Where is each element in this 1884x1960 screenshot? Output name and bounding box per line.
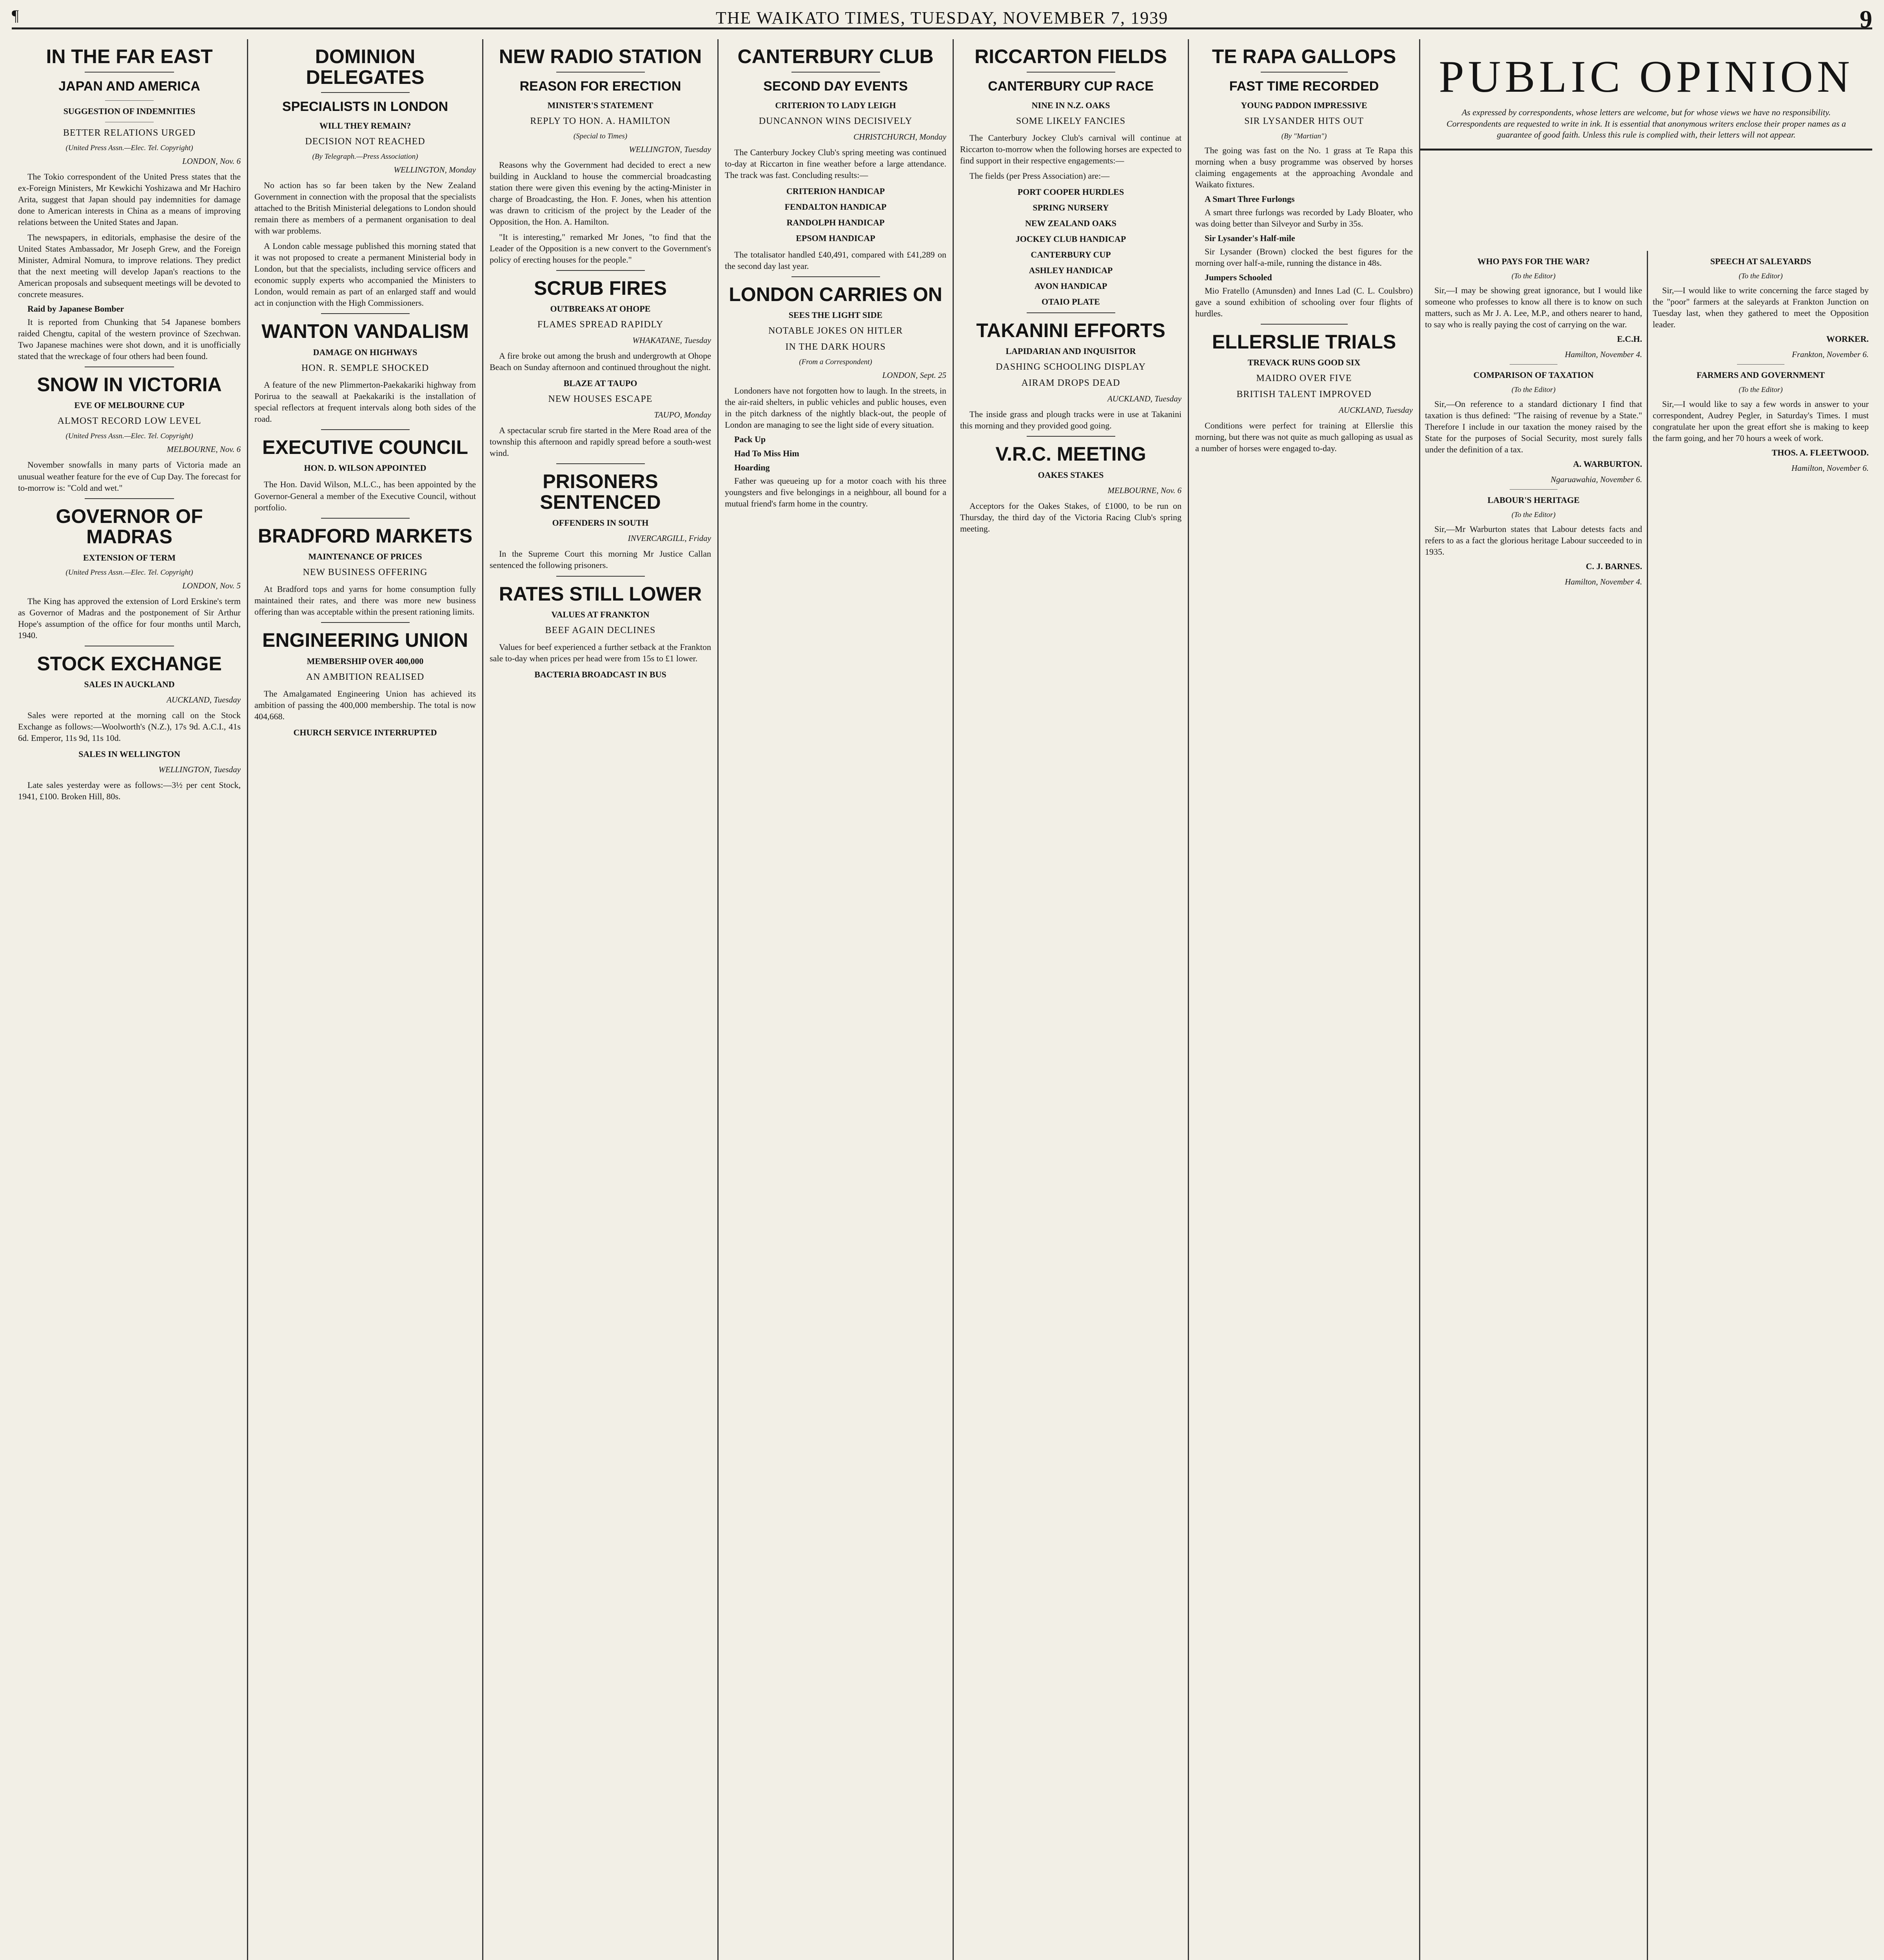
article-paragraph: Reasons why the Government had decided to erect a new building in Auckland to house the commercial broadcasting station there were given this evening by the acting-Minister in charge of Broadcasting, the Hon. F. Jones, when his attention was drawn to criticism of the project by the Leader of the Opposition, the Hon. A. Hamilton. [490, 160, 711, 227]
letters-column-left [1420, 251, 1647, 1960]
deck: SEES THE LIGHT SIDE [788, 310, 883, 320]
deck: MINISTER'S STATEMENT [547, 100, 653, 110]
letter-heading: LABOUR'S HERITAGE [1487, 495, 1580, 505]
page-columns [12, 39, 1872, 1960]
deck: MEMBERSHIP OVER 400,000 [307, 656, 424, 666]
letter-paragraph: Sir,—I may be showing great ignorance, but I would like someone who professes to know all there is to know on such matters, such as Mr J. A. Lee, M.P., and others nearer to hand, to say who is really paying the cost of carrying on the war. [1425, 285, 1642, 330]
article-paragraph: The totalisator handled £40,491, compared with £41,289 on the second day last year. [725, 249, 946, 271]
deck: TREVACK RUNS GOOD SIX [1247, 358, 1361, 368]
article-paragraph: Father was queueing up for a motor coach with his three youngsters and five belongings in a neighbour, all bound for a mutual friend's farm home in the country. [725, 476, 946, 509]
deck: WILL THEY REMAIN? [319, 121, 411, 131]
letters-column-right [1647, 251, 1872, 1960]
subheadline: SPECIALISTS IN LONDON [282, 99, 448, 114]
letter-place-date: Hamilton, November 6. [1791, 463, 1869, 473]
letter-place-date: Hamilton, November 4. [1565, 350, 1642, 359]
deck: NINE IN N.Z. OAKS [1031, 100, 1110, 110]
deck: BEEF AGAIN DECLINES [545, 625, 656, 635]
column-riccarton-fields [953, 39, 1188, 1960]
page-number: 9 [1860, 5, 1872, 33]
dateline: WELLINGTON, Tuesday [629, 144, 711, 154]
article-paragraph: A feature of the new Plimmerton-Paekakariki highway from Porirua to the seawall at Paekakariki is the installation of special reflectors at frequent intervals along both sides of the road. [254, 379, 476, 424]
article-paragraph: The inside grass and plough tracks were in use at Takanini this morning and they provided good going. [960, 409, 1182, 431]
rule [556, 72, 645, 73]
column-new-radio-station [482, 39, 717, 1960]
column-canterbury-club [717, 39, 953, 1960]
deck: SUGGESTION OF INDEMNITIES [63, 106, 196, 116]
letter-heading: SPEECH AT SALEYARDS [1710, 256, 1811, 266]
section-title: PUBLIC OPINION [1439, 52, 1854, 102]
article-paragraph: The Tokio correspondent of the United Press states that the ex-Foreign Ministers, Mr Kewkichi Yoshizawa and Mr Hachiro Arita, suggest that Japan should pay indemnities for damage done to American interests in China as a means of improving relations between the United States and Japan. [18, 171, 241, 227]
article-paragraph: Londoners have not forgotten how to laugh. In the streets, in the air-raid shelters, in public vehicles and public houses, even in the pitch darkness of the nightly black-out, the people of London are managing to see the light side of every situation. [725, 386, 946, 430]
deck: DUNCANNON WINS DECISIVELY [759, 116, 913, 126]
dateline: MELBOURNE, Nov. 6 [1107, 485, 1182, 495]
column-far-east [12, 39, 247, 1960]
to-the-editor: (To the Editor) [1739, 272, 1783, 280]
crosshead: Hoarding [734, 463, 770, 473]
headline: ELLERSLIE TRIALS [1212, 330, 1396, 353]
headline: RICCARTON FIELDS [975, 45, 1167, 67]
article-paragraph: A spectacular scrub fire started in the Mere Road area of the township this afternoon and rapidly spread before a south-west wind. [490, 425, 711, 458]
article-paragraph: A London cable message published this morning stated that it was not proposed to create a permanent Ministerial body in London, but that the specialists, including service officers and economic supply experts who accompanied the Ministers to London, would remain as part of an enlarged staff and would act in conjunction with the High Commissioners. [254, 241, 476, 308]
source-credit: (Special to Times) [573, 132, 628, 140]
to-the-editor: (To the Editor) [1511, 386, 1556, 394]
subheadline: REASON FOR ERECTION [519, 78, 681, 94]
deck: NEW HOUSES ESCAPE [548, 394, 653, 405]
crosshead: Raid by Japanese Bomber [27, 303, 124, 314]
dateline: WELLINGTON, Monday [394, 165, 476, 174]
dateline: LONDON, Nov. 6 [182, 156, 241, 166]
article-paragraph: At Bradford tops and yarns for home consumption fully maintained their rates, and there was more new business offering than was acceptable within the present rationing limits. [254, 584, 476, 617]
deck: BRITISH TALENT IMPROVED [1236, 389, 1372, 400]
headline: TAKANINI EFFORTS [976, 319, 1165, 341]
deck: DECISION NOT REACHED [305, 136, 425, 147]
deck: SIR LYSANDER HITS OUT [1244, 116, 1364, 126]
rule [1510, 489, 1557, 490]
dateline: INVERCARGILL, Friday [628, 534, 711, 543]
headline: V.R.C. MEETING [995, 443, 1146, 465]
rule [321, 313, 410, 314]
crosshead: Had To Miss Him [734, 448, 799, 459]
to-the-editor: (To the Editor) [1511, 511, 1556, 519]
dateline: TAUPO, Monday [654, 410, 711, 420]
deck: DAMAGE ON HIGHWAYS [313, 347, 417, 357]
article-paragraph: The going was fast on the No. 1 grass at Te Rapa this morning when a busy programme was observed by horses claiming engagements at the approaching Avondale and Waikato fixtures. [1195, 145, 1413, 189]
rule [321, 92, 410, 93]
article-paragraph: The Hon. David Wilson, M.L.C., has been appointed by the Governor-General a member of the Executive Council, without portfolio. [254, 479, 476, 512]
to-the-editor: (To the Editor) [1739, 386, 1783, 394]
deck: YOUNG PADDON IMPRESSIVE [1241, 100, 1367, 110]
dateline: WHAKATANE, Tuesday [632, 336, 711, 345]
race-heading: CANTERBURY CUP [1031, 249, 1111, 260]
deck: AIRAM DROPS DEAD [1021, 378, 1120, 388]
deck: HON. R. SEMPLE SHOCKED [301, 363, 429, 373]
letter-place-date: Ngaruawahia, November 6. [1550, 475, 1642, 485]
rule [1261, 324, 1348, 325]
deck: MAINTENANCE OF PRICES [308, 552, 422, 562]
dateline: LONDON, Sept. 25 [882, 370, 946, 380]
letter-heading: WHO PAYS FOR THE WAR? [1477, 256, 1590, 266]
rule [1737, 364, 1784, 365]
source-credit: (From a Correspondent) [799, 358, 872, 367]
article-paragraph: Mio Fratello (Amunsden) and Innes Lad (C. L. Coulsbro) gave a sound exhibition of schooling over four flights of hurdles. [1195, 285, 1413, 318]
headline: TE RAPA GALLOPS [1212, 45, 1396, 67]
subheadline: JAPAN AND AMERICA [58, 78, 200, 94]
headline: ENGINEERING UNION [262, 629, 468, 652]
headline: GOVERNOR OF MADRAS [56, 505, 203, 548]
dateline: MELBOURNE, Nov. 6 [167, 445, 241, 454]
dateline: CHRISTCHURCH, Monday [853, 132, 946, 142]
article-paragraph: Conditions were perfect for training at Ellerslie this morning, but there was not quite as much galloping as usual as a number of horses were engaged to-day. [1195, 421, 1413, 454]
letter-heading: FARMERS AND GOVERNMENT [1696, 370, 1825, 380]
deck: MAIDRO OVER FIVE [1256, 373, 1352, 384]
column-dominion-delegates [247, 39, 482, 1960]
rule [556, 576, 645, 577]
headline: LONDON CARRIES ON [729, 283, 942, 305]
headline: NEW RADIO STATION [499, 45, 702, 67]
rule [791, 276, 880, 277]
rule [321, 429, 410, 430]
rule [85, 72, 174, 73]
rule [321, 622, 410, 623]
rule [1420, 149, 1872, 151]
deck: LAPIDARIAN AND INQUISITOR [1006, 346, 1136, 356]
race-heading: NEW ZEALAND OAKS [1025, 218, 1117, 228]
deck: EXTENSION OF TERM [83, 552, 176, 563]
headline: BRADFORD MARKETS [258, 524, 473, 547]
letter-signature: WORKER. [1826, 334, 1869, 344]
letter-signature: E.C.H. [1617, 334, 1642, 344]
deck: DASHING SCHOOLING DISPLAY [996, 362, 1146, 372]
headline: CANTERBURY CLUB [737, 45, 934, 67]
rule [1510, 364, 1557, 365]
article-paragraph: No action has so far been taken by the New Zealand Government in connection with the proposal that the specialists attached to the British Ministerial delegations to London should remain there as members of a permanent organisation to deal with war problems. [254, 180, 476, 236]
dateline: WELLINGTON, Tuesday [158, 765, 241, 775]
article-paragraph: The Canterbury Jockey Club's spring meeting was continued to-day at Riccarton in fine weather before a large attendance. The track was fast. Concluding results:— [725, 147, 946, 180]
article-paragraph: A fire broke out among the brush and undergrowth at Ohope Beach on Sunday afternoon and continued throughout the night. [490, 351, 711, 372]
deck: CHURCH SERVICE INTERRUPTED [293, 727, 437, 737]
deck: ALMOST RECORD LOW LEVEL [57, 416, 201, 426]
race-heading: OTAIO PLATE [1042, 296, 1100, 307]
masthead-title: THE WAIKATO TIMES, TUESDAY, NOVEMBER 7, 1939 [715, 8, 1169, 27]
race-heading: CRITERION HANDICAP [786, 186, 885, 196]
dateline: LONDON, Nov. 5 [182, 581, 241, 590]
deck: OAKES STAKES [1038, 470, 1104, 480]
rule [1261, 72, 1348, 73]
crosshead: Pack Up [734, 434, 766, 445]
deck: REPLY TO HON. A. HAMILTON [530, 116, 671, 126]
rule [556, 463, 645, 464]
article-paragraph: The newspapers, in editorials, emphasise the desire of the United States Ambassador, Mr Joseph Grew, and the Foreign Minister, Admiral Nomura, to improve relations. They predict that the next meeting will develop Japan's reactions to the American proposals and subsequent meetings will be devoted to concrete measures. [18, 232, 241, 299]
article-paragraph: The Amalgamated Engineering Union has achieved its ambition of passing the 400,000 membership. The total is now 404,668. [254, 688, 476, 721]
subheadline: CANTERBURY CUP RACE [988, 78, 1154, 94]
race-heading: RANDOLPH HANDICAP [786, 217, 885, 227]
letter-paragraph: Sir,—On reference to a standard dictionary I find that taxation is thus defined: "The raising of revenue by a State." Therefore I include in our taxation the money raised by the State for the purposes of Social Security, most surely falls under the definition of a tax. [1425, 399, 1642, 455]
headline: WANTON VANDALISM [261, 320, 469, 343]
deck: SALES IN WELLINGTON [78, 749, 180, 759]
column-te-rapa-gallops [1188, 39, 1419, 1960]
source-credit: (By Telegraph.—Press Association) [312, 152, 418, 161]
rule [556, 270, 645, 271]
crosshead: A Smart Three Furlongs [1205, 194, 1295, 204]
subheadline: FAST TIME RECORDED [1229, 78, 1379, 94]
dateline: AUCKLAND, Tuesday [1107, 394, 1182, 404]
article-paragraph: Acceptors for the Oakes Stakes, of £1000, to be run on Thursday, the third day of the Victoria Racing Club's spring meeting. [960, 501, 1182, 534]
rule [85, 498, 174, 499]
headline: RATES STILL LOWER [499, 583, 702, 605]
headline: SCRUB FIRES [534, 277, 667, 299]
source-credit: (By "Martian") [1281, 132, 1327, 140]
deck: BLAZE AT TAUPO [563, 378, 637, 388]
headline: EXECUTIVE COUNCIL [262, 436, 468, 458]
source-credit: (United Press Assn.—Elec. Tel. Copyright) [65, 568, 193, 577]
to-the-editor: (To the Editor) [1511, 272, 1556, 280]
deck: HON. D. WILSON APPOINTED [304, 463, 427, 473]
deck: FLAMES SPREAD RAPIDLY [537, 319, 664, 330]
race-heading: AVON HANDICAP [1034, 281, 1107, 291]
headline: SNOW IN VICTORIA [37, 373, 222, 396]
deck: SALES IN AUCKLAND [84, 679, 175, 690]
deck: NOTABLE JOKES ON HITLER [768, 326, 903, 336]
article-paragraph: November snowfalls in many parts of Victoria made an unusual weather feature for the eve of Cup Day. The forecast for to-morrow is: "Cold and wet." [18, 460, 241, 493]
deck: OUTBREAKS AT OHOPE [550, 304, 651, 314]
race-heading: ASHLEY HANDICAP [1029, 265, 1113, 275]
article-paragraph: The King has approved the extension of Lord Erskine's term as Governor of Madras and the postponement of Sir Arthur Hope's assumption of the office for four months until March, 1940. [18, 596, 241, 640]
letter-place-date: Frankton, November 6. [1792, 350, 1869, 359]
letter-signature: THOS. A. FLEETWOOD. [1771, 448, 1869, 458]
deck: SOME LIKELY FANCIES [1016, 116, 1126, 126]
source-credit: (United Press Assn.—Elec. Tel. Copyright) [65, 432, 193, 441]
rule [1027, 436, 1115, 437]
letter-paragraph: Sir,—Mr Warburton states that Labour detests facts and refers to as a fact the glorious heritage Labour succeeded to in 1935. [1425, 524, 1642, 557]
rule [321, 518, 410, 519]
deck: OFFENDERS IN SOUTH [552, 518, 649, 528]
subheadline: SECOND DAY EVENTS [763, 78, 908, 94]
crosshead: Sir Lysander's Half-mile [1205, 233, 1295, 243]
column-public-opinion [1419, 39, 1872, 1960]
headline: DOMINION DELEGATES [306, 45, 425, 88]
letter-signature: A. WARBURTON. [1573, 459, 1642, 469]
dateline: AUCKLAND, Tuesday [1338, 405, 1413, 415]
article-paragraph: Late sales yesterday were as follows:—3½ per cent Stock, 1941, £100. Broken Hill, 80s. [18, 780, 241, 802]
article-paragraph: It is reported from Chunking that 54 Japanese bombers raided Chengtu, capital of the western province of Szechwan. Two Japanese machines were shot down, and it is unofficially stated that the wreckage of four others had been found. [18, 317, 241, 361]
letter-heading: COMPARISON OF TAXATION [1473, 370, 1594, 380]
race-heading: EPSOM HANDICAP [796, 233, 875, 243]
deck: NEW BUSINESS OFFERING [303, 567, 428, 578]
article-paragraph: A smart three furlongs was recorded by Lady Bloater, who was doing better than Silveyor and Surby in 35s. [1195, 207, 1413, 229]
race-heading: SPRING NURSERY [1033, 202, 1109, 212]
masthead [12, 4, 1872, 33]
rule [1027, 312, 1115, 313]
rule [105, 100, 154, 101]
deck: BACTERIA BROADCAST IN BUS [534, 670, 666, 680]
deck: BETTER RELATIONS URGED [63, 127, 196, 138]
page-corner-mark: ¶ [12, 7, 19, 24]
deck: IN THE DARK HOURS [785, 342, 886, 352]
letter-paragraph: Sir,—I would like to say a few words in answer to your correspondent, Audrey Pegler, in Saturday's Times. I must congratulate her upon the great effort she is making to keep the farm going, and her 70 hours a week of work. [1653, 399, 1869, 443]
article-paragraph: "It is interesting," remarked Mr Jones, "to find that the Leader of the Opposition is a new convert to the Government's policy of erecting houses for the people." [490, 232, 711, 265]
letter-place-date: Hamilton, November 4. [1565, 577, 1642, 587]
article-paragraph: The fields (per Press Association) are:— [969, 171, 1110, 181]
letter-signature: C. J. BARNES. [1586, 561, 1642, 572]
dateline: AUCKLAND, Tuesday [166, 695, 241, 705]
rule [791, 72, 880, 73]
headline: IN THE FAR EAST [46, 45, 213, 67]
race-heading: FENDALTON HANDICAP [784, 201, 887, 212]
article-paragraph: Values for beef experienced a further setback at the Frankton sale to-day when prices per head were from 15s to £1 lower. [490, 642, 711, 664]
deck: CRITERION TO LADY LEIGH [775, 100, 896, 110]
article-paragraph: Sales were reported at the morning call on the Stock Exchange as follows:—Woolworth's (N.Z.), 17s 9d. A.C.I., 41s 6d. Emperor, 11s 9d, 11s 10d. [18, 710, 241, 743]
race-heading: JOCKEY CLUB HANDICAP [1015, 234, 1126, 244]
article-paragraph: Sir Lysander (Brown) clocked the best figures for the morning over half-a-mile, running the distance in 48s. [1195, 246, 1413, 268]
source-credit: (United Press Assn.—Elec. Tel. Copyright) [65, 143, 193, 152]
article-paragraph: The Canterbury Jockey Club's carnival will continue at Riccarton to-morrow when the following horses are expected to find support in their respective engagements:— [960, 132, 1182, 165]
race-heading: PORT COOPER HURDLES [1017, 187, 1124, 197]
deck: EVE OF MELBOURNE CUP [74, 400, 185, 410]
crosshead: Jumpers Schooled [1205, 272, 1272, 282]
headline: STOCK EXCHANGE [37, 652, 222, 675]
section-intro: As expressed by correspondents, whose letters are welcome, but for whose views we have no responsibility. Correspondents are requested to write in ink. It is essential that anonymous writers enclose their proper names as a guarantee of good faith. Unless this rule is complied with, their letters will not appear. [1446, 107, 1846, 140]
deck: AN AMBITION REALISED [306, 671, 425, 682]
letter-paragraph: Sir,—I would like to write concerning the farce staged by the "poor" farmers at the saleyards at Frankton Junction on Tuesday last, when they gathered to meet the Opposition leader. [1653, 285, 1869, 330]
headline: PRISONERS SENTENCED [540, 470, 661, 513]
rule [1027, 72, 1115, 73]
deck: VALUES AT FRANKTON [551, 610, 650, 619]
article-paragraph: In the Supreme Court this morning Mr Justice Callan sentenced the following prisoners. [490, 549, 711, 570]
